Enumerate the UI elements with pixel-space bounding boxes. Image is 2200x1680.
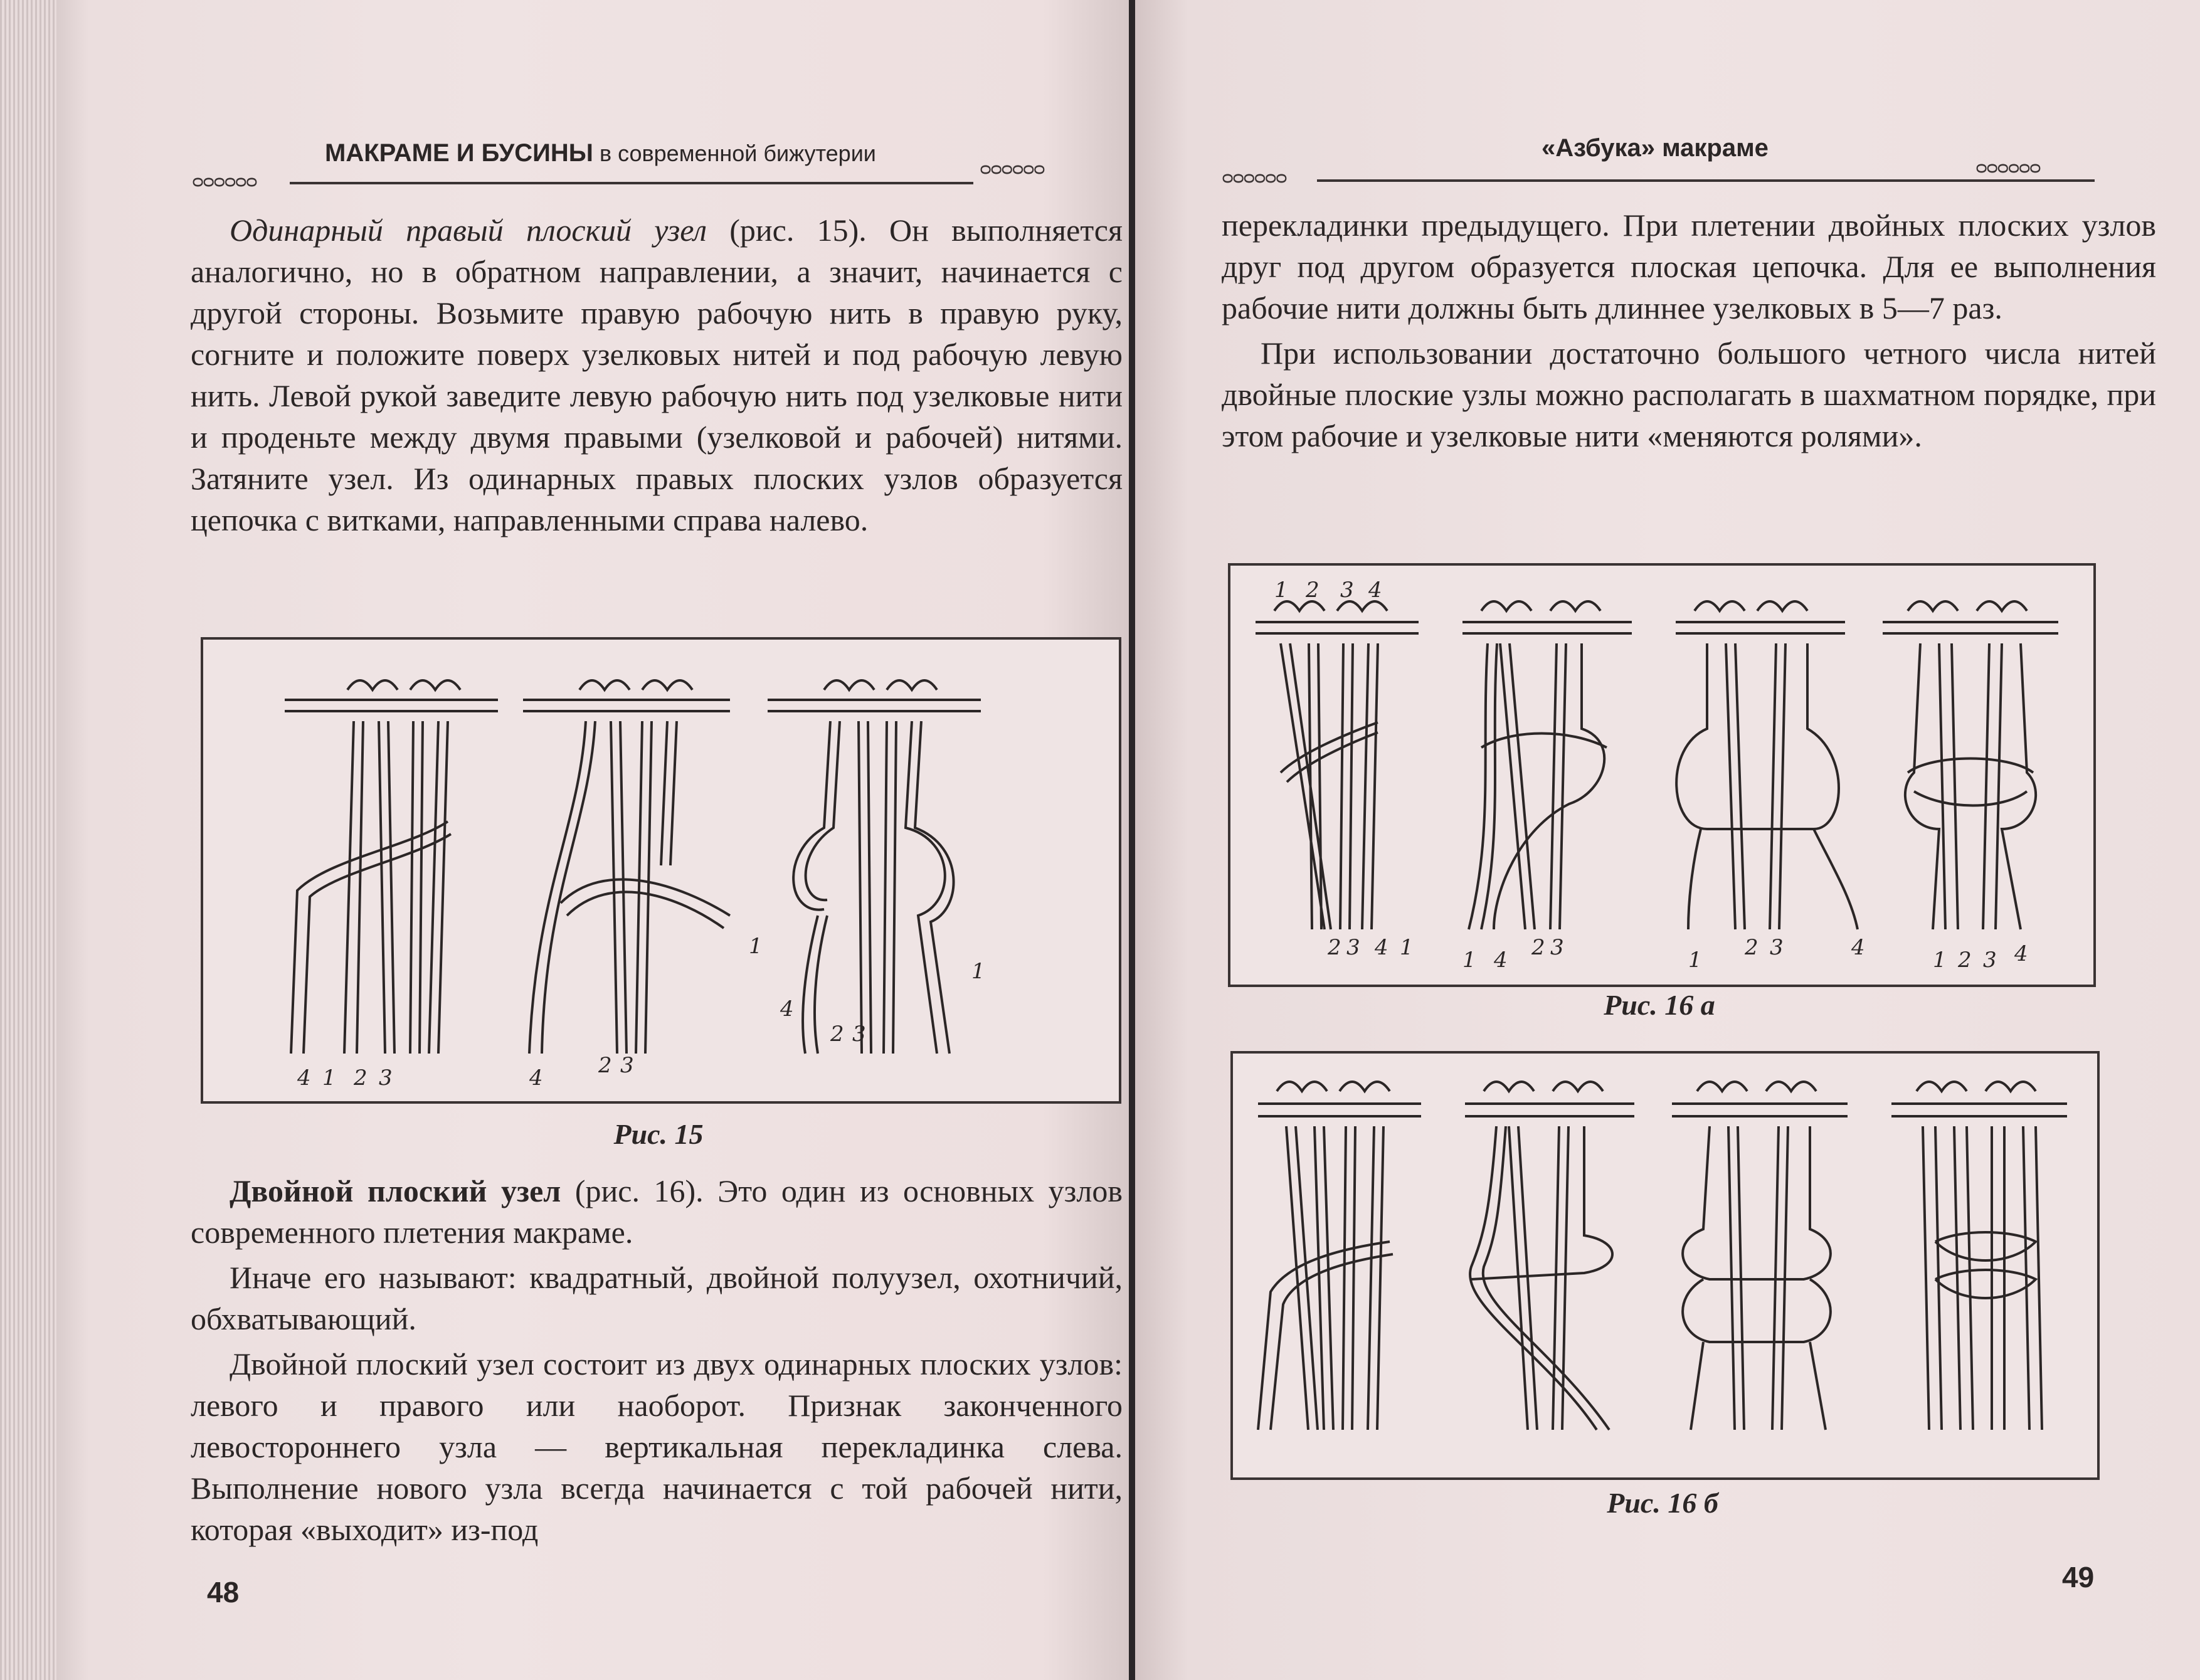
paragraph-right-flat-knot	[191, 209, 1123, 541]
step-4	[1883, 601, 2058, 929]
left-page	[56, 0, 1129, 1680]
fig16a-c-2: 2	[1745, 935, 1758, 960]
figure-16b-drawing	[1233, 1054, 2097, 1477]
fig16a-c-3: 3	[1770, 935, 1784, 960]
fig16a-c-1: 1	[1688, 948, 1702, 973]
fig15-c-label-2: 2	[830, 1022, 844, 1047]
knot-step-b	[523, 680, 730, 1054]
right-running-head: «Азбука» макраме	[1542, 134, 1769, 162]
fig16a-b-1: 1	[1462, 948, 1476, 973]
caption-figure-15: Рис. 15	[613, 1118, 704, 1150]
left-text-block-2	[191, 1170, 1123, 1550]
paragraph-structure: Двойной плоский узел состоит из двух одинарных плоских узлов: левого и правого или наоборот. Признак законченного левостороннего узла — вертикальная перекладинка слева. Выполнение нового узла всегда начинается с той рабочей нити, которая «выходит» из-под	[191, 1346, 1123, 1547]
step-2	[1462, 601, 1632, 929]
paragraph-checkerboard: При использовании достаточно большого четного числа нитей двойные плоские узлы можно располагать в шахматном порядке, при этом рабочие и узелковые нити «меняются ролями».	[1222, 335, 2156, 453]
knot-step-a	[285, 680, 498, 1054]
step-4	[1891, 1082, 2067, 1430]
running-head-sub: в современной бижутерии	[593, 140, 876, 166]
fig16a-c-4: 4	[1851, 935, 1865, 960]
step-1	[1256, 601, 1419, 929]
left-running-head	[325, 139, 876, 167]
figure-16a-drawing	[1230, 566, 2093, 985]
fig16a-top-4: 4	[1368, 578, 1382, 603]
left-text-block-1	[191, 209, 1123, 541]
paragraph-text: (рис. 16). Это один из основных узлов современного плетения макраме.	[191, 1173, 1123, 1250]
paragraph-other-names: Иначе его называют: квадратный, двойной полуузел, охотничий, обхватывающий.	[191, 1260, 1123, 1336]
fig15-c-label-4: 4	[780, 996, 794, 1022]
page-number-left: 48	[207, 1576, 240, 1609]
fig16a-b-3: 3	[1550, 935, 1564, 960]
fig15-a-label-3: 3	[379, 1065, 393, 1091]
page-number-right: 49	[2062, 1561, 2095, 1593]
fig15-b-label-2: 2	[598, 1053, 612, 1078]
paragraph-double-flat-knot	[191, 1170, 1123, 1253]
fig16a-d-2: 2	[1958, 948, 1972, 973]
ornament-left-icon: ᴑᴑᴑᴑᴑᴑ	[192, 171, 256, 191]
fig16a-top-2: 2	[1306, 578, 1319, 603]
fig16a-d-1: 1	[1933, 948, 1947, 973]
fig16a-top-1: 1	[1274, 578, 1288, 603]
figure-15	[201, 637, 1121, 1104]
fig16a-d-4: 4	[2014, 941, 2028, 966]
right-text-block	[1222, 204, 2156, 457]
figure-16a	[1228, 563, 2096, 987]
fig16a-d-3: 3	[1983, 948, 1997, 973]
fig16a-a-1: 1	[1400, 935, 1414, 960]
fig16a-b-4: 4	[1494, 948, 1508, 973]
figure-16b	[1230, 1051, 2100, 1480]
step-3	[1672, 1082, 1848, 1430]
right-page	[1135, 0, 2200, 1680]
paragraph-continuation: перекладинки предыдущего. При плетении двойных плоских узлов друг под другом образуется плоская цепочка. Для ее выполнения рабочие нити должны быть длиннее узелковых в 5—7 раз.	[1222, 208, 2156, 325]
fig15-b-label-3: 3	[620, 1053, 634, 1078]
header-rule	[290, 182, 973, 184]
paragraph-text: (рис. 15). Он выполняется аналогично, но в обратном направлении, а значит, начинается с другой стороны. Возьмите правую рабочую нить в правую руку, согните и положите поверх узелковых нитей и под рабочую левую нить. Левой рукой заведите левую рабочую нить под узелковые нити и проденьте между двумя правыми (узелковой и рабочей) нитями. Затяните узел. Из одинарных правых плоских узлов образуется цепочка с витками, направленными справа налево.	[191, 213, 1123, 537]
fig16a-b-2: 2	[1531, 935, 1545, 960]
figure-15-drawing	[203, 640, 1119, 1101]
fig15-a-label-1: 1	[322, 1065, 336, 1091]
running-head-main: МАКРАМЕ И БУСИНЫ	[325, 139, 593, 167]
page-edges	[0, 0, 56, 1680]
fig15-b-label-1: 1	[749, 934, 763, 959]
ornament-right-icon: ᴑᴑᴑᴑᴑᴑ	[980, 158, 1044, 179]
step-2	[1465, 1082, 1634, 1430]
fig16a-a-2: 2	[1328, 935, 1341, 960]
caption-figure-16a: Рис. 16 а	[1604, 989, 1715, 1021]
ornament-right-icon: ᴑᴑᴑᴑᴑᴑ	[1975, 157, 2040, 177]
step-3	[1676, 601, 1858, 929]
step-1	[1258, 1082, 1421, 1430]
fig15-c-label-1: 1	[971, 959, 985, 984]
fig15-c-label-3: 3	[852, 1022, 866, 1047]
term-double-flat-knot: Двойной плоский узел	[230, 1173, 561, 1208]
fig16a-a-3: 3	[1346, 935, 1360, 960]
fig16a-a-4: 4	[1375, 935, 1388, 960]
term-right-flat-knot: Одинарный правый плоский узел	[230, 213, 707, 248]
header-rule	[1317, 179, 2095, 182]
ornament-left-icon: ᴑᴑᴑᴑᴑᴑ	[1222, 167, 1286, 188]
fig15-a-label-4: 4	[297, 1065, 311, 1091]
fig15-a-label-2: 2	[354, 1065, 368, 1091]
fig16a-top-3: 3	[1340, 578, 1354, 603]
caption-figure-16b: Рис. 16 б	[1607, 1487, 1718, 1519]
knot-step-c	[768, 680, 981, 1054]
fig15-b-label-4: 4	[529, 1065, 543, 1091]
